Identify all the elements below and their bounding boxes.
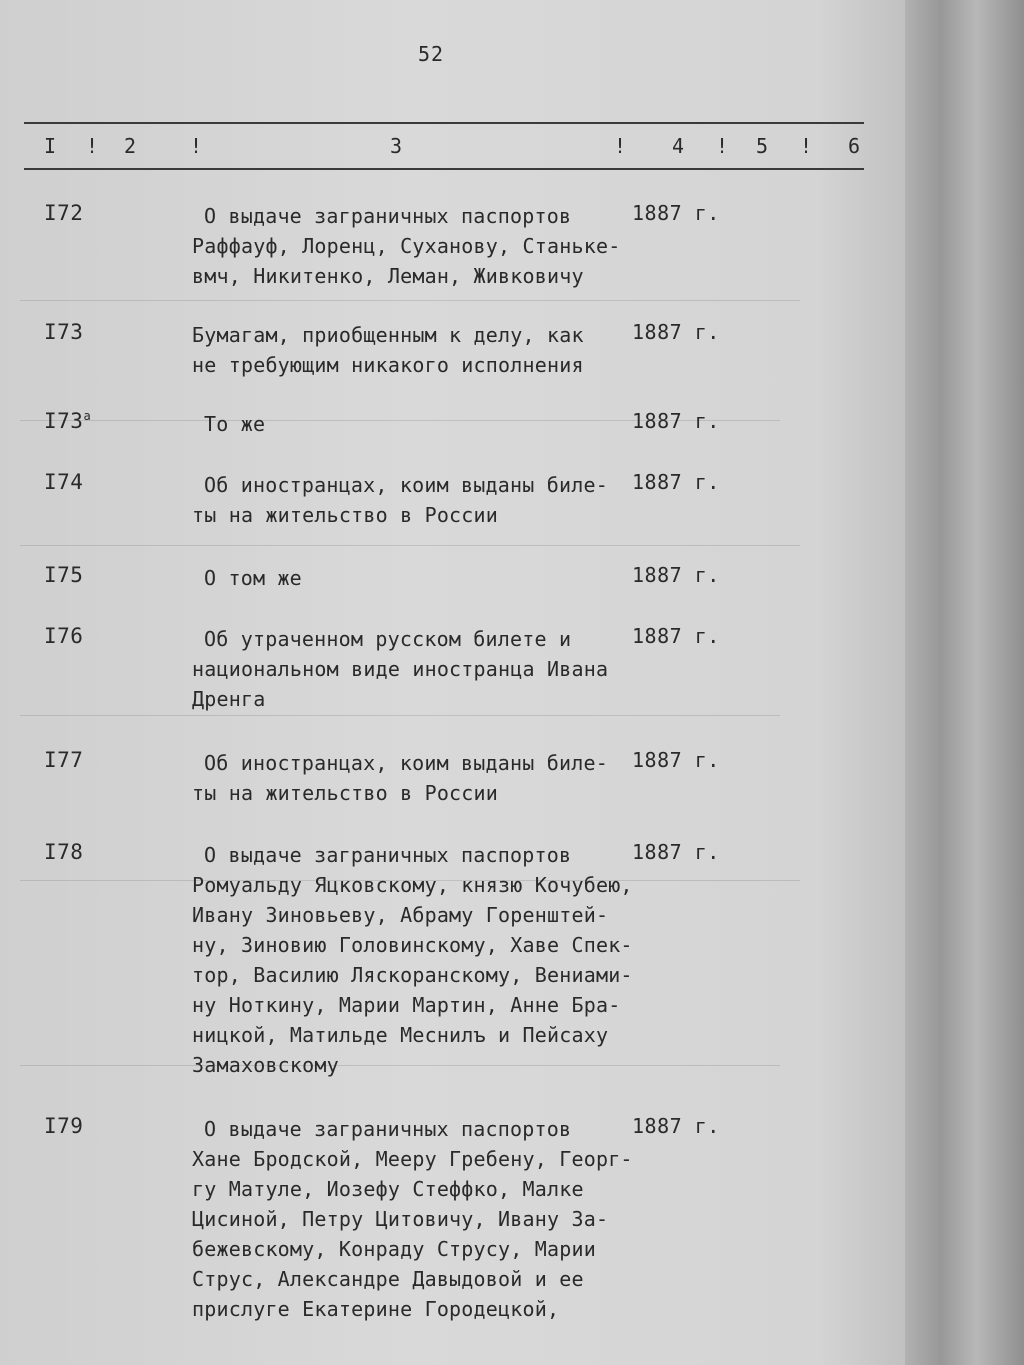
entry-title-line: О выдаче заграничных паспортов — [204, 843, 572, 867]
show-through-line — [20, 300, 800, 301]
entry-title-line: ну, Зиновию Головинскому, Хаве Спек- — [192, 933, 633, 957]
entry-title-line: ты на жительство в России — [192, 503, 499, 527]
column-3-label: 3 — [390, 134, 403, 158]
entry-title-line: тор, Василию Ляскоранскому, Вениами- — [192, 963, 633, 987]
entry-title — [192, 624, 632, 714]
entry-title-line: Об иностранцах, коим выданы биле- — [204, 473, 608, 497]
entry-title-line: гу Матуле, Иозефу Стеффко, Малке — [192, 1177, 584, 1201]
entry-number: I73 — [44, 320, 84, 344]
entry-year: 1887 г. — [632, 748, 720, 772]
entry-title — [192, 320, 632, 380]
entry-title-line: Цисиной, Петру Цитовичу, Ивану За- — [192, 1207, 609, 1231]
entry-title — [192, 840, 632, 1080]
entry-title-line: Хане Бродской, Мееру Гребену, Георг- — [192, 1147, 633, 1171]
entry-title-line: Дренга — [192, 687, 266, 711]
column-5-label: 5 — [756, 134, 769, 158]
entry-title-line: вмч, Никитенко, Леман, Живковичу — [192, 264, 584, 288]
entry-year: 1887 г. — [632, 840, 720, 864]
entry-year: 1887 г. — [632, 470, 720, 494]
page-edge-shadow — [905, 0, 1024, 1365]
entry-title — [192, 201, 632, 291]
entry-title-line: О том же — [204, 566, 302, 590]
show-through-line — [20, 715, 780, 716]
header-rule-bottom — [24, 168, 864, 170]
column-1-label: I — [44, 134, 57, 158]
column-separator: ! — [86, 134, 99, 158]
column-2-label: 2 — [124, 134, 137, 158]
entry-title-line: Об утраченном русском билете и — [204, 627, 572, 651]
entry-title — [192, 563, 632, 593]
entry-year: 1887 г. — [632, 624, 720, 648]
entry-title-line: Раффауф, Лоренц, Суханову, Станьке- — [192, 234, 621, 258]
entry-year: 1887 г. — [632, 1114, 720, 1138]
entry-title-line: О выдаче заграничных паспортов — [204, 1117, 572, 1141]
header-rule-top — [24, 122, 864, 124]
entry-number: I76 — [44, 624, 84, 648]
entry-number: I78 — [44, 840, 84, 864]
entry-number: I72 — [44, 201, 84, 225]
column-header — [0, 134, 1024, 164]
entry-title-line: национальном виде иностранца Ивана — [192, 657, 609, 681]
entry-title — [192, 1114, 632, 1324]
entry-title — [192, 748, 632, 808]
column-separator: ! — [800, 134, 813, 158]
entry-title-line: Бумагам, приобщенным к делу, как — [192, 323, 584, 347]
entry-number: I74 — [44, 470, 84, 494]
entry-title — [192, 409, 632, 439]
entry-year: 1887 г. — [632, 320, 720, 344]
entry-year: 1887 г. — [632, 409, 720, 433]
entry-title — [192, 470, 632, 530]
entry-number: I75 — [44, 563, 84, 587]
entry-title-line: Струс, Александре Давыдовой и ее — [192, 1267, 584, 1291]
column-separator: ! — [716, 134, 729, 158]
entry-title-line: Ивану Зиновьеву, Абраму Горенштей- — [192, 903, 609, 927]
column-separator: ! — [190, 134, 203, 158]
show-through-line — [20, 545, 800, 546]
column-6-label: 6 — [848, 134, 861, 158]
column-separator: ! — [614, 134, 627, 158]
entry-title-line: Замаховскому — [192, 1053, 339, 1077]
entry-title-line: ты на жительство в России — [192, 781, 499, 805]
entry-title-line: Ромуальду Яцковскому, князю Кочубею, — [192, 873, 633, 897]
entry-title-line: ну Ноткину, Марии Мартин, Анне Бра- — [192, 993, 621, 1017]
entry-title-line: Об иностранцах, коим выданы биле- — [204, 751, 608, 775]
entry-year: 1887 г. — [632, 201, 720, 225]
entry-number: I79 — [44, 1114, 84, 1138]
entry-year: 1887 г. — [632, 563, 720, 587]
entry-title-line: То же — [204, 412, 266, 436]
column-4-label: 4 — [672, 134, 685, 158]
entry-title-line: не требующим никакого исполнения — [192, 353, 584, 377]
page-number: 52 — [418, 42, 445, 66]
entry-title-line: бежевскому, Конраду Струсу, Марии — [192, 1237, 596, 1261]
entry-number: I77 — [44, 748, 84, 772]
entry-title-line: прислуге Екатерине Городецкой, — [192, 1297, 560, 1321]
entry-title-line: О выдаче заграничных паспортов — [204, 204, 572, 228]
entry-number-suffix: а — [83, 409, 92, 423]
entry-number: $I73^а$ — [44, 409, 92, 433]
entry-title-line: ницкой, Матильде Меснилъ и Пейсаху — [192, 1023, 609, 1047]
